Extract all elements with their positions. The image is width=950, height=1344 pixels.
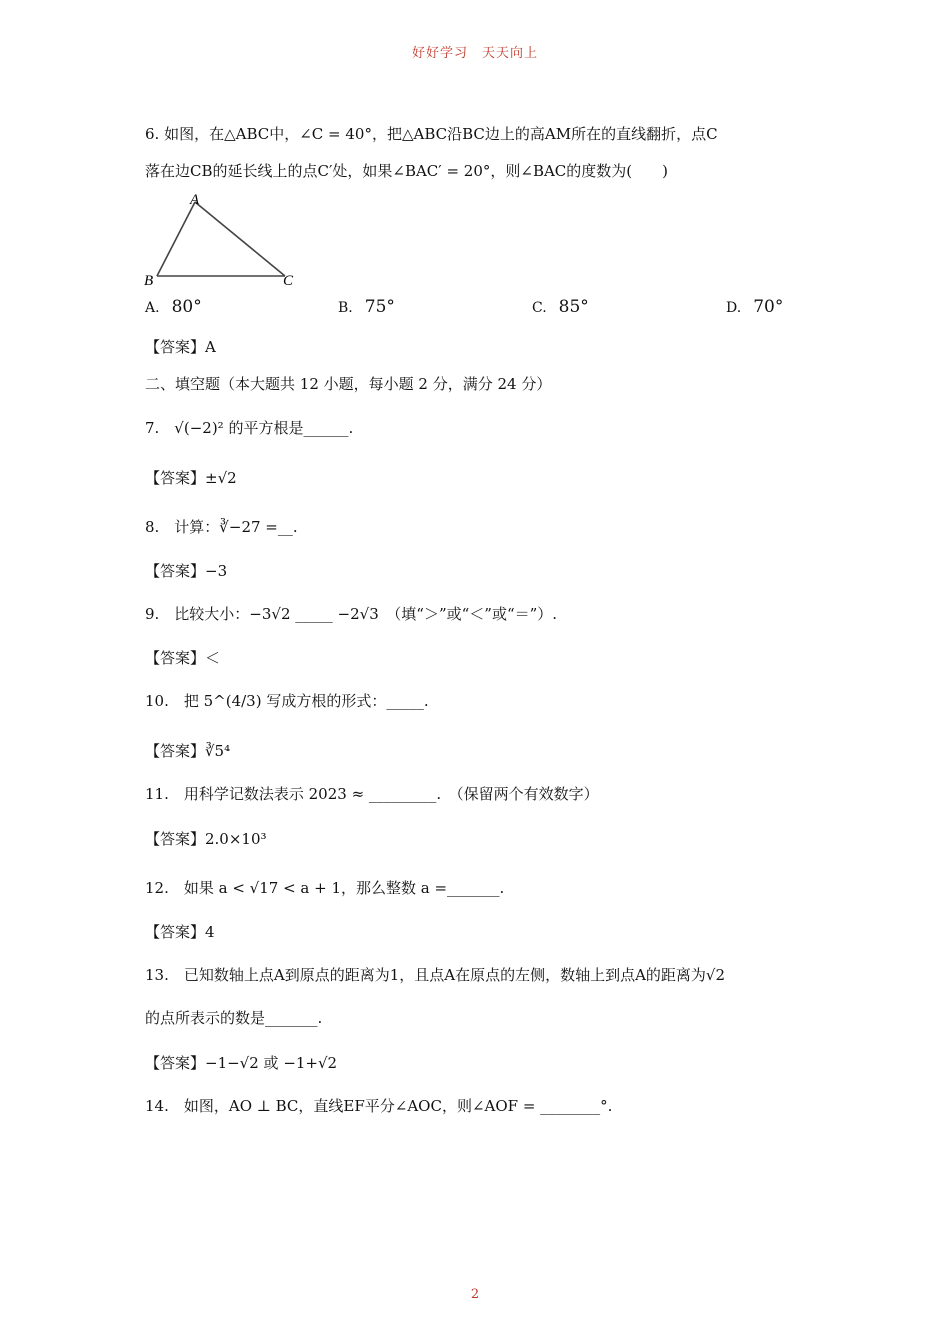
question-8: 8. 计算：∛−27 =__.: [145, 518, 298, 536]
answer-12: 【答案】4: [145, 923, 215, 941]
option-letter: B.: [338, 300, 353, 316]
option-b: [338, 297, 395, 317]
option-letter: C.: [532, 300, 547, 316]
answer-10: 【答案】∛5⁴: [145, 742, 231, 760]
option-letter: A.: [145, 300, 160, 316]
option-c: [532, 297, 589, 317]
question-12: 12. 如果 a < √17 < a + 1，那么整数 a =_______.: [145, 879, 505, 897]
option-a: [145, 297, 202, 317]
question-13-line-1: 13. 已知数轴上点A到原点的距离为1，且点A在原点的左侧，数轴上到点A的距离为√2: [145, 966, 726, 984]
question-14: 14. 如图，AO ⊥ BC，直线EF平分∠AOC，则∠AOF = ________°.: [145, 1097, 613, 1115]
question-9: 9. 比较大小：−3√2 _____ −2√3 （填“＞”或“＜”或“＝”）.: [145, 605, 558, 623]
triangle-figure: [140, 190, 310, 290]
vertex-a-label: A: [190, 192, 200, 208]
option-value: 80°: [171, 297, 202, 317]
side-ac: [195, 202, 285, 276]
option-value: 70°: [753, 297, 784, 317]
vertex-c-label: C: [283, 273, 294, 289]
question-10: 10. 把 5^(4/3) 写成方根的形式：_____.: [145, 692, 429, 710]
option-d: [726, 297, 783, 317]
answer-9: 【答案】＜: [145, 649, 221, 667]
question-6-line-1: 6. 如图，在△ABC中，∠C = 40°，把△ABC沿BC边上的高AM所在的直线翻折，点C: [145, 125, 718, 143]
page-header: 好好学习 天天向上: [411, 46, 538, 61]
option-value: 85°: [558, 297, 589, 317]
answer-6: 【答案】A: [145, 338, 216, 356]
answer-7: 【答案】±√2: [145, 469, 237, 487]
question-7: 7. √(−2)² 的平方根是______.: [145, 419, 354, 437]
option-value: 75°: [364, 297, 395, 317]
option-letter: D.: [726, 300, 742, 316]
answer-11: 【答案】2.0×10³: [145, 830, 267, 848]
page-number: 2: [470, 1287, 480, 1302]
answer-13: 【答案】−1−√2 或 −1+√2: [145, 1054, 338, 1072]
question-6-line-2: 落在边CB的延长线上的点C′处，如果∠BAC′ = 20°，则∠BAC的度数为( ): [145, 162, 668, 180]
question-11: 11. 用科学记数法表示 2023 ≈ _________. （保留两个有效数字）: [145, 785, 599, 803]
answer-8: 【答案】−3: [145, 562, 228, 580]
side-ab: [157, 202, 195, 276]
question-13-line-2: 的点所表示的数是_______.: [145, 1009, 323, 1027]
section-2-title: 二、填空题（本大题共 12 小题，每小题 2 分，满分 24 分）: [145, 375, 552, 393]
vertex-b-label: B: [144, 273, 154, 289]
